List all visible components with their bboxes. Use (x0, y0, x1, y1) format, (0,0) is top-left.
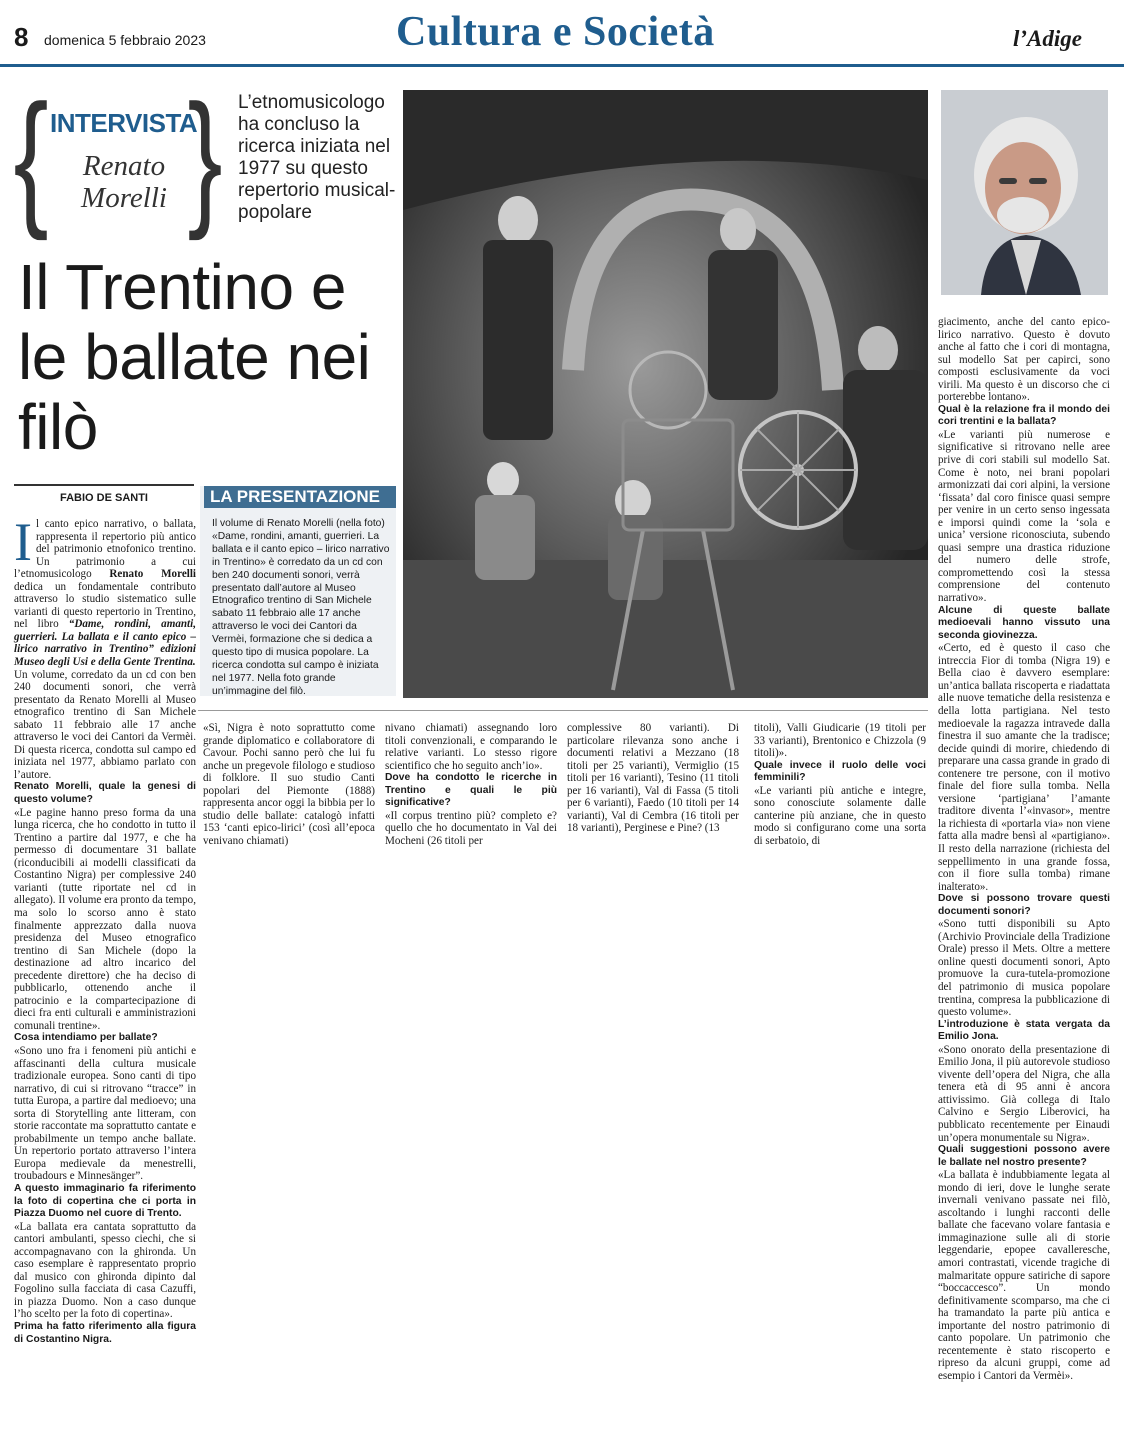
answer: «Le varianti più numerose e significative si ritrovano nelle aree prive di cori stabili sul modello Sat. Come è noto, nei brani popolari armonizzati dai cori alpini, la versione ‘fissata’ dal coro finisce quasi sempre per venire in un certo senso ingessata e imporsi quindi come la ‘sola e unica’ versione riconosciuta, subendo quasi sempre una drastica riduzione del numero delle strofe, compromettendo così la stessa comprensione del contenuto narrativo». (938, 428, 1110, 605)
column-rule (198, 710, 928, 711)
answer: «Sono onorato della presentazione di Emilio Jona, il più autorevole studioso vivente dell’opera del Nigra, che alla tenera età di 95 anni è ancora attivissimo. Già collega di Italo Calvino e Sergio Liberovici, ha pubblicato recentemente per Einaudi un’opera monumentale su Nigra». (938, 1043, 1110, 1144)
answer: «Sono uno fra i fenomeni più antichi e affascinanti della cultura musicale tradizionale europea. Sono canti di tipo narrativo, di cui si ritrovano “tracce” in tutta Europa, a partire dal medioevo; una sorta di Storytelling ante litteram, con storie raccontate ma soprattutto cantate e probabilmente un tempo anche ballate. Un repertorio portato attraverso l’intera Europa medievale da menestrelli, troubadours e Minnesänger”. (14, 1044, 196, 1183)
header-rule (0, 64, 1124, 67)
byline-rule (14, 484, 194, 486)
left-brace-ornament: { (13, 73, 49, 241)
intro-text-cont: dedica un fondamentale contributo attraverso lo studio sistematico sulle varianti di questo repertorio in Trentino, nel libro (14, 580, 196, 631)
question: A questo immaginario fa riferimento la foto di copertina che ci porta in Piazza Duomo nel cuore di Trento. (14, 1182, 196, 1220)
article-headline: Il Trentino e le ballate nei filò (18, 251, 371, 463)
answer: «Il corpus trentino più? completo e? quello che ho documentato in Val dei Mocheni (26 titoli per (385, 809, 557, 847)
question: Quale invece il ruolo delle voci femminili? (754, 759, 926, 784)
answer: «La ballata è indubbiamente legata al mondo di ieri, dove le lunghe serate invernali venivano passate nei filò, ascoltando i lunghi racconti delle ballate che facevano volare fantasia e immaginazione sulle ali di storie leggendarie, epopee cavalleresche, amori contrastati, vicende tragiche di malmaritate oppure satiriche di sapore “boccaccesco”. Un mondo definitivamente scomparso, ma che ci ha tramandato la parte più antica e importante del nostro patrimonio di canto popolare. Un patrimonio che recentemente è stato riscoperto e ripreso da alcuni gruppi, come ad esempio i Cantori da Vermèi». (938, 1169, 1110, 1382)
interviewee-name: Renato Morelli (81, 150, 167, 214)
page-number: 8 (14, 22, 29, 52)
drop-cap: I (14, 512, 32, 572)
section-title: Cultura e Società (396, 9, 715, 55)
answer: «Certo, ed è questo il caso che intreccia Fior di tomba (Nigra 19) e Bella ciao è davvero esemplare: un’antica ballata riscoperta e riadattata alle nuove tematiche della resistenza e della lotta partigiana. Nel testo medioevale la ragazza intravede dalla finestra il suo amante che la tradisce; decide quindi di morire, chiedendo di preparare una cassa grande in grado di contenere tre persone, con il motivo finale del fiore sulla tomba. Nella versione ‘partigiana’ l’amante traditore diventa l’«invasor», mentre la richiesta di «portarla via» non viene fatta alla madre bensì al «partigiano». Il resto della narrazione (richiesta del seppellimento in una grande fossa, con il fiore sulla tomba) rimane inalterato». (938, 642, 1110, 893)
answer: giacimento, anche del canto epico-lirico narrativo. Questo è dovuto anche al fatto che i cori di montagna, sul modello Sat per capirci, sono composti esclusivamente da voci virili. Ma questo è un discorso che ci porterebbe lontano». (938, 316, 1110, 404)
article-column-1 (14, 512, 196, 1443)
question: Prima ha fatto riferimento alla figura di Costantino Nigra. (14, 1321, 196, 1345)
answer: complessive 80 varianti). Di particolare rilevanza sono anche i documenti relativi a Mezzano (18 titoli per 25 varianti), Vermiglio (15 titoli per 16 varianti), Tesino (11 titoli per 16 varianti), Val di Fassa (5 titoli per 6 varianti), Faedo (10 titoli per 14 varianti), Val di Cembra (16 titoli per 18 varianti), Perginese e Pine? (13 (567, 722, 739, 835)
presentation-title: LA PRESENTAZIONE (204, 486, 396, 508)
portrait-illustration (941, 90, 1108, 295)
right-brace-ornament: } (187, 73, 223, 241)
interview-label: INTERVISTA (50, 108, 198, 138)
article-column-3 (385, 722, 557, 847)
question: Cosa intendiamo per ballate? (14, 1032, 158, 1044)
question: Qual è la relazione fra il mondo dei cori trentini e la ballata? (938, 403, 1110, 428)
article-kicker: L’etnomusicologo ha concluso la ricerca iniziata nel 1977 su questo repertorio musical-popolare (238, 92, 396, 223)
article-column-6 (938, 316, 1110, 1444)
author-portrait (941, 90, 1108, 295)
answer: «Sì, Nigra è noto soprattutto come grande diplomatico e collaboratore di Cavour. Pochi sanno però che lui fu anche un pregevole filologo e studioso di folklore. Il suo studio Canti popolari del Piemonte (1888) rappresenta ancor oggi la bibbia per lo studio delle ballate: catalogò infatti 153 ‘canti epico-lirici’ (così all’epoca venivano chiamati) (203, 722, 375, 847)
main-photo-filo (403, 90, 928, 698)
filo-scene-illustration (403, 90, 928, 698)
newspaper-masthead: l’Adige (1013, 26, 1082, 51)
question: Dove si possono trovare questi documenti sonori? (938, 893, 1110, 917)
answer: titoli), Valli Giudicarie (19 titoli per 33 varianti), Brentonico e Chizzola (9 titoli)». (754, 722, 926, 760)
question: Renato Morelli, quale la genesi di questo volume? (14, 781, 196, 806)
answer: «Sono tutti disponibili su Apto (Archivio Provinciale della Tradizione Orale) presso il Mets. Oltre a mettere online questi documenti sonori, Apto promuove la cura-tutela-promozione del patrimonio di musica popolare trentina, compresa la pubblicazione di questo volume». (938, 918, 1110, 1019)
intro-text: l canto epico narrativo, o ballata, rappresenta il repertorio più antico del patrimonio etnofonico trentino. Un patrimonio a cui l’etnomusicologo (14, 518, 196, 581)
answer: «Le varianti più antiche e integre, sono conosciute solamente dalle canterine più anziane, che in questo modo si configurano come una sorta di serbatoio, di (754, 784, 926, 847)
page-date: domenica 5 febbraio 2023 (44, 32, 206, 48)
book-title: “Dame, rondini, amanti, guerrieri. La ballata e il canto epico – lirico narrativo in Trentino” edizioni Museo degli Usi e della Gente Trentina. (14, 618, 196, 669)
byline: FABIO DE SANTI (59, 492, 148, 504)
article-column-2 (203, 722, 375, 847)
question: Quali suggestioni possono avere le ballate nel nostro presente? (938, 1144, 1110, 1168)
answer: «Le pagine hanno preso forma da una lunga ricerca, che ho condotto in tutto il Trentino a partire dal 1977, e che ha permesso di documentare 31 ballate (riconducibili ai modelli classificati da Costantino Nigra) per complessive 240 varianti (tutte riportate nel cd in allegato). Il volume era pronto da tempo, ma solo lo scorso anno è stato finalmente apprezzato dalla nuova presidenza del Museo etnografico trentino di San Michele (dopo la destinazione ad altro incarico del precedente direttore) che ha deciso di pubblicarlo, ottenendo anche il patrocinio e la compartecipazione di dieci fra enti culturali e amministrazioni comunali trentine». (14, 806, 196, 1032)
paragraph: Un volume, corredato da un cd con ben 240 documenti sonori, che verrà presentato da Renato Morelli al Museo etnografico trentino di San Michele sabato 11 febbraio alle 17 anche attraverso le voci dei Cantori da Vermèi. Di questa ricerca, condotta sul campo ed iniziata nel 1977, abbiamo parlato con l’autore. (14, 668, 196, 781)
article-column-5 (754, 722, 926, 847)
answer: «La ballata era cantata soprattutto da cantori ambulanti, spesso ciechi, che si accompagnavano con la ghironda. Un caso esemplare è rappresentato proprio dal musico con ghironda dipinto dal Fogolino sulla facciata di casa Cazuffi, in piazza Duomo. Non a caso dunque l’ho scelto per la foto di copertina». (14, 1220, 196, 1321)
question: L’introduzione è stata vergata da Emilio Jona. (938, 1018, 1110, 1043)
intro-name: Renato Morelli (109, 568, 196, 581)
presentation-text: Il volume di Renato Morelli (nella foto) «Dame, rondini, amanti, guerrieri. La ballata e il canto epico – lirico narrativo in Trentino» è corredato da un cd con ben 240 documenti sonori, verrà presentato dall’autore al Museo Etnografico trentino di San Michele sabato 11 febbraio alle 17 anche attraverso le voci dei Cantori da Vermèi, formazione che si dedica a questo tipo di musica popolare. La ricerca condotta sul campo è iniziata nel 1977. Nella foto grande un’immagine del filò. (212, 518, 390, 697)
article-intro (14, 512, 196, 669)
answer: nivano chiamati) assegnando loro titoli convenzionali, e comparando le relative varianti. Lo stesso rigore scientifico che ho seguito anch’io». (385, 722, 557, 772)
question: Dove ha condotto le ricerche in Trentino e quali le più significative? (385, 772, 557, 809)
article-column-4 (567, 722, 739, 835)
question: Alcune di queste ballate medioevali hanno vissuto una seconda giovinezza. (938, 604, 1110, 641)
